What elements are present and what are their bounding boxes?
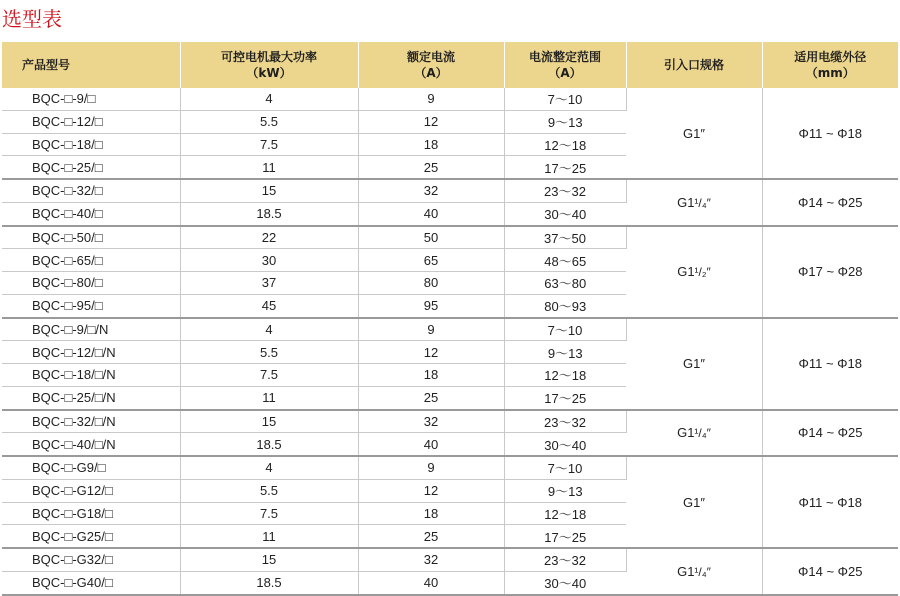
rated-current-cell: 80 xyxy=(358,272,504,295)
entry-spec-fraction: ¹/₂″ xyxy=(694,265,711,279)
rated-current-cell: 32 xyxy=(358,548,504,571)
model-cell: BQC-□-9/□ xyxy=(2,88,180,110)
rated-current-cell: 9 xyxy=(358,456,504,479)
rated-current-cell: 32 xyxy=(358,179,504,202)
power-cell: 7.5 xyxy=(180,364,358,387)
power-cell: 30 xyxy=(180,249,358,272)
model-cell: BQC-□-32/□ xyxy=(2,179,180,202)
entry-spec-cell xyxy=(626,548,762,595)
entry-spec-fraction: ¹/₄″ xyxy=(694,195,711,210)
table-row xyxy=(2,88,898,110)
rated-current-cell: 32 xyxy=(358,410,504,433)
entry-spec-cell xyxy=(626,456,762,548)
page-title: 选型表 xyxy=(2,7,62,31)
model-cell: BQC-□-32/□/N xyxy=(2,410,180,433)
cable-diameter-cell: Φ14 ~ Φ25 xyxy=(762,410,898,457)
current-range-cell: 30～40 xyxy=(504,433,626,456)
current-range-cell: 9～13 xyxy=(504,341,626,364)
table-row xyxy=(2,410,898,433)
rated-current-cell: 40 xyxy=(358,571,504,594)
model-cell: BQC-□-18/□ xyxy=(2,133,180,156)
model-cell: BQC-□-G40/□ xyxy=(2,571,180,594)
entry-spec-fraction: ¹/₄″ xyxy=(694,426,711,441)
table-row xyxy=(2,226,898,249)
power-cell: 15 xyxy=(180,548,358,571)
header-cable-diameter: 适用电缆外径 （mm） xyxy=(762,42,898,88)
model-cell: BQC-□-25/□ xyxy=(2,156,180,179)
table-row xyxy=(2,456,898,479)
entry-spec-cell xyxy=(626,226,762,318)
rated-current-cell: 18 xyxy=(358,502,504,525)
power-cell: 5.5 xyxy=(180,110,358,133)
rated-current-cell: 65 xyxy=(358,249,504,272)
rated-current-cell: 25 xyxy=(358,156,504,179)
power-cell: 5.5 xyxy=(180,479,358,502)
current-range-cell: 12～18 xyxy=(504,502,626,525)
model-cell: BQC-□-40/□ xyxy=(2,202,180,225)
current-range-cell: 17～25 xyxy=(504,525,626,548)
power-cell: 37 xyxy=(180,272,358,295)
current-range-cell: 23～32 xyxy=(504,548,626,571)
model-cell: BQC-□-65/□ xyxy=(2,249,180,272)
cable-diameter-cell: Φ11 ~ Φ18 xyxy=(762,88,898,179)
current-range-cell: 23～32 xyxy=(504,179,626,202)
entry-spec-main: G1″ xyxy=(683,125,705,141)
entry-spec-fraction: ¹/₄″ xyxy=(694,564,711,579)
cable-diameter-cell: Φ14 ~ Φ25 xyxy=(762,548,898,595)
current-range-cell: 12～18 xyxy=(504,364,626,387)
power-cell: 11 xyxy=(180,156,358,179)
entry-spec-cell xyxy=(626,410,762,457)
model-cell: BQC-□-18/□/N xyxy=(2,364,180,387)
model-cell: BQC-□-G18/□ xyxy=(2,502,180,525)
current-range-cell: 9～13 xyxy=(504,479,626,502)
current-range-cell: 37～50 xyxy=(504,226,626,249)
power-cell: 4 xyxy=(180,318,358,341)
entry-spec-main: G1 xyxy=(677,264,695,279)
current-range-cell: 17～25 xyxy=(504,386,626,409)
model-cell: BQC-□-25/□/N xyxy=(2,386,180,409)
header-row xyxy=(2,42,898,88)
rated-current-cell: 12 xyxy=(358,479,504,502)
entry-spec-cell xyxy=(626,318,762,410)
rated-current-cell: 18 xyxy=(358,364,504,387)
header-entry-spec: 引入口规格 xyxy=(626,42,762,88)
rated-current-cell: 95 xyxy=(358,294,504,317)
table-row xyxy=(2,318,898,341)
power-cell: 22 xyxy=(180,226,358,249)
current-range-cell: 48～65 xyxy=(504,249,626,272)
current-range-cell: 7～10 xyxy=(504,88,626,110)
cable-diameter-cell: Φ17 ~ Φ28 xyxy=(762,226,898,318)
power-cell: 4 xyxy=(180,88,358,110)
table-row xyxy=(2,548,898,571)
model-cell: BQC-□-G9/□ xyxy=(2,456,180,479)
current-range-cell: 80～93 xyxy=(504,294,626,317)
power-cell: 7.5 xyxy=(180,133,358,156)
power-cell: 18.5 xyxy=(180,202,358,225)
cable-diameter-cell: Φ11 ~ Φ18 xyxy=(762,318,898,410)
model-cell: BQC-□-80/□ xyxy=(2,272,180,295)
current-range-cell: 30～40 xyxy=(504,571,626,594)
entry-spec-main: G1″ xyxy=(683,356,705,371)
rated-current-cell: 50 xyxy=(358,226,504,249)
rated-current-cell: 9 xyxy=(358,88,504,110)
model-cell: BQC-□-12/□/N xyxy=(2,341,180,364)
model-cell: BQC-□-95/□ xyxy=(2,294,180,317)
rated-current-cell: 9 xyxy=(358,318,504,341)
power-cell: 4 xyxy=(180,456,358,479)
rated-current-cell: 25 xyxy=(358,386,504,409)
current-range-cell: 7～10 xyxy=(504,318,626,341)
rated-current-cell: 25 xyxy=(358,525,504,548)
current-range-cell: 7～10 xyxy=(504,456,626,479)
rated-current-cell: 40 xyxy=(358,433,504,456)
entry-spec-main: G1 xyxy=(677,563,695,579)
table-body xyxy=(2,88,898,595)
header-rated-current: 额定电流 （A） xyxy=(358,42,504,88)
power-cell: 15 xyxy=(180,179,358,202)
model-cell: BQC-□-G12/□ xyxy=(2,479,180,502)
model-cell: BQC-□-50/□ xyxy=(2,226,180,249)
model-cell: BQC-□-40/□/N xyxy=(2,433,180,456)
cable-diameter-cell: Φ14 ~ Φ25 xyxy=(762,179,898,226)
power-cell: 45 xyxy=(180,294,358,317)
header-current-range: 电流整定范围 （A） xyxy=(504,42,626,88)
entry-spec-main: G1 xyxy=(677,425,695,441)
power-cell: 15 xyxy=(180,410,358,433)
cable-diameter-cell: Φ11 ~ Φ18 xyxy=(762,456,898,548)
current-range-cell: 63～80 xyxy=(504,272,626,295)
selection-table xyxy=(2,42,898,596)
entry-spec-cell xyxy=(626,179,762,226)
power-cell: 18.5 xyxy=(180,571,358,594)
entry-spec-cell xyxy=(626,88,762,179)
power-cell: 5.5 xyxy=(180,341,358,364)
current-range-cell: 17～25 xyxy=(504,156,626,179)
power-cell: 7.5 xyxy=(180,502,358,525)
power-cell: 11 xyxy=(180,525,358,548)
entry-spec-main: G1 xyxy=(677,194,695,210)
current-range-cell: 12～18 xyxy=(504,133,626,156)
rated-current-cell: 12 xyxy=(358,341,504,364)
entry-spec-main: G1″ xyxy=(683,494,705,510)
header-model: 产品型号 xyxy=(2,42,180,88)
model-cell: BQC-□-9/□/N xyxy=(2,318,180,341)
current-range-cell: 9～13 xyxy=(504,110,626,133)
model-cell: BQC-□-12/□ xyxy=(2,110,180,133)
rated-current-cell: 18 xyxy=(358,133,504,156)
current-range-cell: 23～32 xyxy=(504,410,626,433)
power-cell: 18.5 xyxy=(180,433,358,456)
header-power: 可控电机最大功率 （kW） xyxy=(180,42,358,88)
rated-current-cell: 12 xyxy=(358,110,504,133)
table-row xyxy=(2,179,898,202)
model-cell: BQC-□-G32/□ xyxy=(2,548,180,571)
model-cell: BQC-□-G25/□ xyxy=(2,525,180,548)
rated-current-cell: 40 xyxy=(358,202,504,225)
current-range-cell: 30～40 xyxy=(504,202,626,225)
power-cell: 11 xyxy=(180,386,358,409)
